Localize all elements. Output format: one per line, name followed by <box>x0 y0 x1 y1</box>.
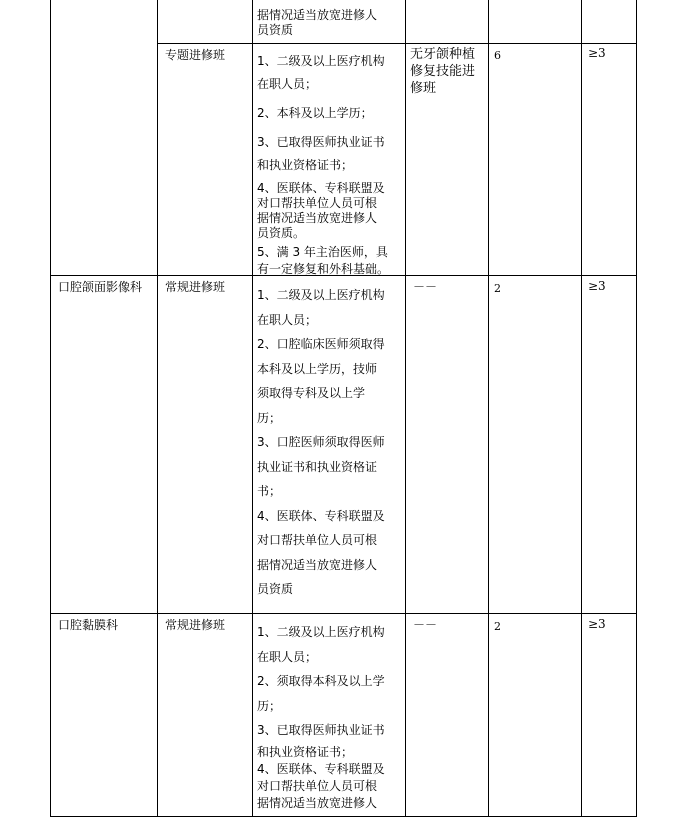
requirement-item <box>257 131 389 177</box>
requirement-line: 据情况适当放宽进修人 <box>257 211 378 225</box>
requirement-line: 对口帮扶单位人员可根 <box>257 196 378 210</box>
special-count: 6 <box>494 49 501 62</box>
requirement-line: 对口帮扶单位人员可根 <box>257 533 378 547</box>
requirement-item <box>257 102 389 125</box>
requirement-line: 书； <box>257 484 282 498</box>
table-border-left <box>50 0 51 817</box>
requirement-line: 4、医联体、专科联盟及 <box>257 508 385 523</box>
requirement-item <box>257 181 389 241</box>
mucosa-requirements <box>257 620 385 812</box>
requirement-line: 历； <box>257 698 282 713</box>
table-border-right <box>636 0 637 817</box>
requirement-line: 4、医联体、专科联盟及 <box>257 181 385 195</box>
requirement-line: 对口帮扶单位人员可根 <box>257 778 378 793</box>
requirement-line: 须取得专科及以上学 <box>257 386 366 400</box>
requirement-line: 历； <box>257 410 282 425</box>
requirement-line: 4、医联体、专科联盟及 <box>257 761 385 776</box>
requirement-line: 在职人员； <box>257 312 318 327</box>
mucosa-class-type: 常规进修班 <box>165 618 226 632</box>
requirements-group <box>257 620 385 761</box>
requirement-line: 和执业资格证书； <box>257 744 354 759</box>
imaging-class-type: 常规进修班 <box>165 280 226 294</box>
top-requirements-tail <box>257 8 377 38</box>
requirement-line: 在职人员； <box>257 77 318 91</box>
imaging-requirements <box>257 283 385 602</box>
requirement-line: 员资质 <box>257 582 294 596</box>
imaging-duration: ≥3 <box>588 279 606 293</box>
requirement-line: 2、须取得本科及以上学 <box>257 674 385 688</box>
requirement-line: 2、口腔临床医师须取得 <box>257 337 385 351</box>
table-col-divider-1 <box>157 0 158 817</box>
row-divider-3 <box>50 613 637 614</box>
mucosa-duration: ≥3 <box>588 617 606 631</box>
mucosa-department: 口腔黏膜科 <box>58 618 119 632</box>
requirement-line: 有一定修复和外科基础。 <box>257 262 390 276</box>
requirement-line: 1、二级及以上医疗机构 <box>257 54 385 68</box>
requirement-line: 1、二级及以上医疗机构 <box>257 625 385 639</box>
requirement-line: 据情况适当放宽进修人 <box>257 795 378 810</box>
requirement-line: 本科及以上学历，技师 <box>257 361 378 376</box>
content-line: 无牙颌种植 <box>410 47 476 62</box>
requirement-line: 员资质。 <box>257 226 306 240</box>
content-line: 修班 <box>410 81 437 96</box>
table-col-divider-3 <box>405 0 406 817</box>
requirement-line: 3、已取得医师执业证书 <box>257 723 385 737</box>
requirement-line: 1、二级及以上医疗机构 <box>257 288 385 302</box>
imaging-content: －－ <box>413 280 438 294</box>
requirements-line: 员资质 <box>257 23 294 37</box>
mucosa-content: －－ <box>413 618 438 632</box>
requirement-item <box>257 50 389 96</box>
requirement-line: 2、本科及以上学历； <box>257 106 373 120</box>
requirement-line: 3、已取得医师执业证书 <box>257 135 385 149</box>
requirement-line: 据情况适当放宽进修人 <box>257 557 378 572</box>
table-col-divider-5 <box>581 0 582 817</box>
table-border-bottom <box>50 816 637 817</box>
row-divider-1 <box>157 43 637 44</box>
requirements-line: 据情况适当放宽进修人 <box>257 8 378 22</box>
special-duration: ≥3 <box>588 46 606 60</box>
imaging-department: 口腔颌面影像科 <box>58 280 143 294</box>
requirement-line: 3、口腔医师须取得医师 <box>257 435 385 449</box>
special-requirements <box>257 50 389 278</box>
special-content <box>410 46 475 97</box>
requirement-line: 5、满 3 年主治医师，具 <box>257 245 388 259</box>
imaging-count: 2 <box>494 282 501 295</box>
requirements-group <box>257 761 385 812</box>
requirement-line: 和执业资格证书； <box>257 158 354 172</box>
mucosa-count: 2 <box>494 620 501 633</box>
table-col-divider-2 <box>252 0 253 817</box>
requirement-item <box>257 244 389 278</box>
requirement-line: 在职人员； <box>257 649 318 664</box>
requirement-line: 执业证书和执业资格证 <box>257 459 378 474</box>
table-col-divider-4 <box>488 0 489 817</box>
content-line: 修复技能进 <box>410 64 476 79</box>
special-class-type: 专题进修班 <box>165 48 226 62</box>
